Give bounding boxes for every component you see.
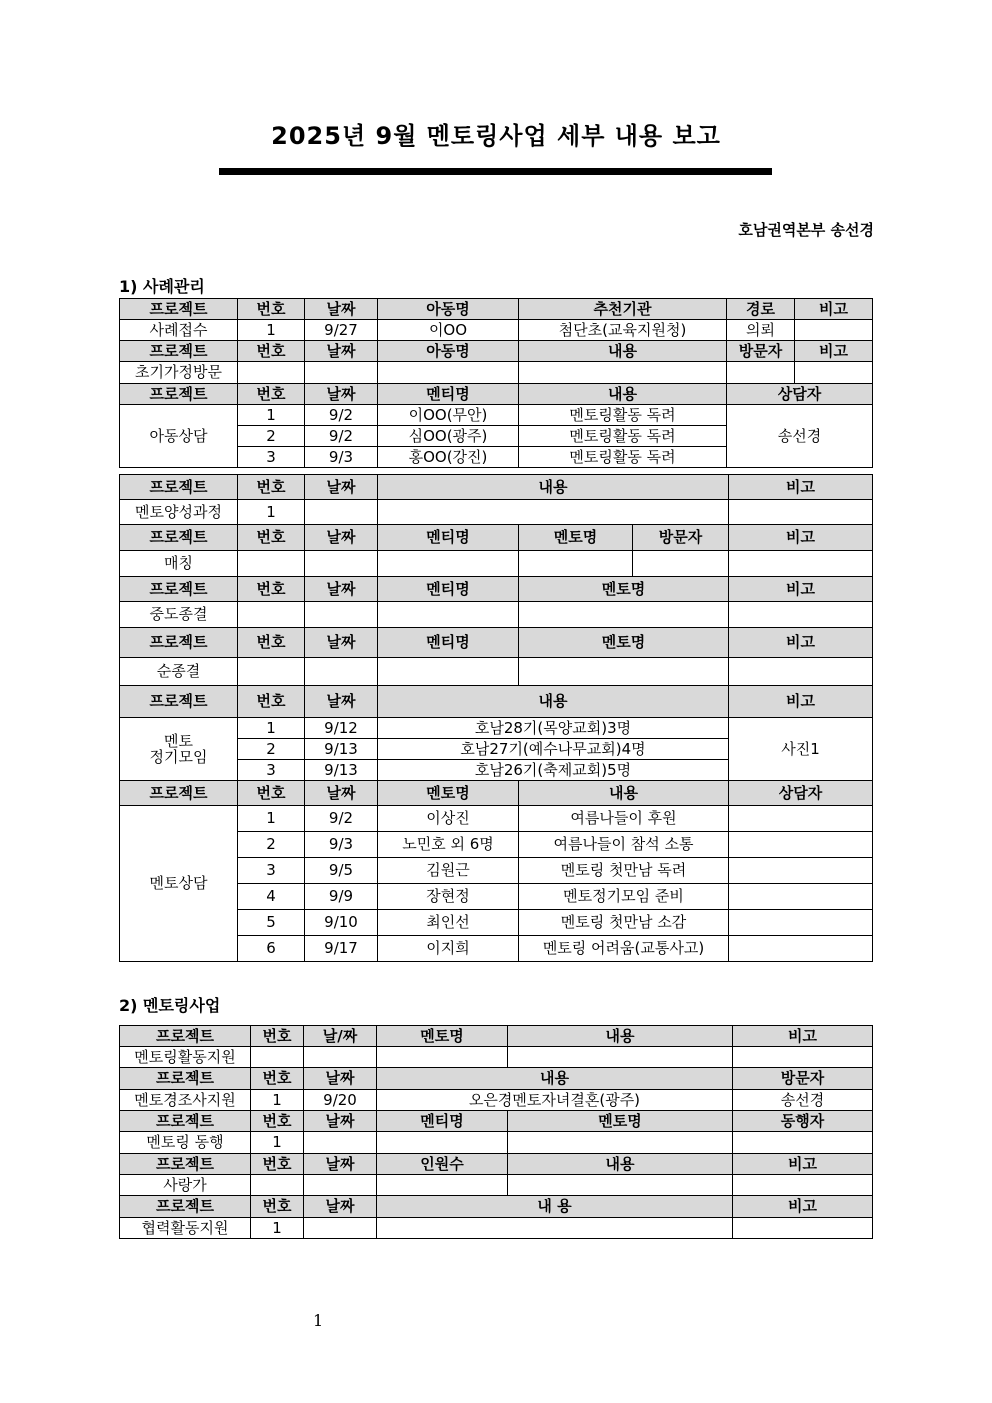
cell: 호남26기(축제교회)5명 bbox=[378, 760, 729, 781]
cell bbox=[508, 1132, 733, 1154]
header-cell: 프로젝트 bbox=[120, 475, 238, 500]
table-row bbox=[120, 500, 873, 525]
header-cell: 인원수 bbox=[377, 1154, 508, 1175]
cell: 의뢰 bbox=[727, 320, 795, 341]
cell bbox=[733, 1175, 873, 1196]
cell: 멘토링 어려움(교통사고) bbox=[519, 936, 729, 962]
cell: 멘토정기모임 준비 bbox=[519, 884, 729, 910]
meeting-header-row bbox=[120, 686, 873, 718]
cell: 심OO(광주) bbox=[378, 426, 519, 447]
cell bbox=[729, 500, 873, 525]
cell: 사랑가 bbox=[120, 1175, 251, 1196]
cell: 순종결 bbox=[120, 658, 238, 686]
cell bbox=[378, 500, 729, 525]
case-management-table-a bbox=[119, 298, 873, 468]
header-cell: 날짜 bbox=[305, 475, 378, 500]
header-cell: 멘토명 bbox=[519, 525, 633, 551]
cell: 호남27기(예수나무교회)4명 bbox=[378, 739, 729, 760]
header-cell: 멘토명 bbox=[377, 1026, 508, 1047]
cell: 이OO(무안) bbox=[378, 405, 519, 426]
cell bbox=[304, 1132, 377, 1154]
cell: 멘토링 동행 bbox=[120, 1132, 251, 1154]
cell bbox=[377, 1132, 508, 1154]
cell bbox=[304, 1175, 377, 1196]
header-cell: 프로젝트 bbox=[120, 1068, 251, 1090]
table-row bbox=[120, 320, 873, 341]
header-cell: 번호 bbox=[238, 299, 305, 320]
header-cell: 번호 bbox=[251, 1068, 304, 1090]
header-cell: 방문자 bbox=[733, 1068, 873, 1090]
header-cell: 내용 bbox=[519, 384, 727, 405]
header-cell: 프로젝트 bbox=[120, 628, 238, 658]
header-cell: 날짜 bbox=[305, 299, 378, 320]
cell bbox=[733, 1218, 873, 1239]
header-cell: 비고 bbox=[729, 475, 873, 500]
header-cell: 날짜 bbox=[304, 1196, 377, 1218]
cell bbox=[377, 1047, 508, 1068]
header-cell: 멘토명 bbox=[378, 781, 519, 806]
cell bbox=[508, 1047, 733, 1068]
cell bbox=[729, 602, 873, 628]
header-cell: 날짜 bbox=[304, 1111, 377, 1132]
cell: 멘토링활동 독려 bbox=[519, 447, 727, 468]
header-cell: 비고 bbox=[795, 299, 873, 320]
cell bbox=[729, 858, 873, 884]
cell: 이지희 bbox=[378, 936, 519, 962]
cell: 9/20 bbox=[304, 1090, 377, 1111]
midterm-header-row bbox=[120, 577, 873, 602]
cell: 9/10 bbox=[305, 910, 378, 936]
cell bbox=[305, 602, 378, 628]
header-cell: 내용 bbox=[508, 1026, 733, 1047]
cell: 멘토링 첫만남 소감 bbox=[519, 910, 729, 936]
header-cell: 비고 bbox=[733, 1026, 873, 1047]
header-cell: 날짜 bbox=[305, 781, 378, 806]
header-cell: 멘티명 bbox=[378, 577, 519, 602]
cell: 중도종결 bbox=[120, 602, 238, 628]
header-cell: 내용 bbox=[519, 781, 729, 806]
header-cell: 번호 bbox=[238, 781, 305, 806]
cell: 노민호 외 6명 bbox=[378, 832, 519, 858]
section-1-heading: 1) 사례관리 bbox=[119, 277, 205, 296]
cell bbox=[519, 551, 633, 577]
cell: 1 bbox=[238, 718, 305, 739]
header-cell: 내용 bbox=[519, 341, 727, 362]
header-cell: 프로젝트 bbox=[120, 577, 238, 602]
header-cell: 프로젝트 bbox=[120, 1154, 251, 1175]
author: 호남권역본부 송선경 bbox=[738, 221, 874, 239]
cell: 멘토경조사지원 bbox=[120, 1090, 251, 1111]
header-cell: 날짜 bbox=[304, 1068, 377, 1090]
header-cell: 멘토명 bbox=[519, 628, 729, 658]
page-number: 1 bbox=[313, 1311, 324, 1330]
header-cell: 번호 bbox=[251, 1196, 304, 1218]
header-cell: 날짜 bbox=[305, 628, 378, 658]
header-cell: 아동명 bbox=[378, 341, 519, 362]
header-cell: 추천기관 bbox=[519, 299, 727, 320]
cell bbox=[733, 1047, 873, 1068]
header-cell: 날짜 bbox=[305, 525, 378, 551]
header-cell: 번호 bbox=[238, 628, 305, 658]
cell bbox=[238, 658, 305, 686]
cell bbox=[377, 1175, 508, 1196]
header-cell: 상담자 bbox=[729, 781, 873, 806]
header-cell: 멘토명 bbox=[519, 577, 729, 602]
cell bbox=[795, 320, 873, 341]
cell: 호남28기(목양교회)3명 bbox=[378, 718, 729, 739]
cell: 3 bbox=[238, 858, 305, 884]
header-cell: 비고 bbox=[729, 525, 873, 551]
cell: 멘토링 첫만남 독려 bbox=[519, 858, 729, 884]
cell: 3 bbox=[238, 447, 305, 468]
cell bbox=[304, 1047, 377, 1068]
header-cell: 내용 bbox=[378, 686, 729, 718]
header-cell: 날/짜 bbox=[304, 1026, 377, 1047]
cell bbox=[729, 936, 873, 962]
header-cell: 멘티명 bbox=[378, 384, 519, 405]
header-cell: 아동명 bbox=[378, 299, 519, 320]
header-cell: 프로젝트 bbox=[120, 781, 238, 806]
table-row bbox=[120, 658, 873, 686]
meeting-label-line: 정기모임 bbox=[149, 748, 208, 766]
table-row bbox=[120, 1218, 873, 1239]
header-cell: 비고 bbox=[729, 628, 873, 658]
header-cell: 프로젝트 bbox=[120, 686, 238, 718]
table-row bbox=[120, 551, 873, 577]
accompany-header-row bbox=[120, 1111, 873, 1132]
completion-header-row bbox=[120, 628, 873, 658]
header-cell: 내용 bbox=[377, 1068, 733, 1090]
header-cell: 프로젝트 bbox=[120, 1026, 251, 1047]
page-title: 2025년 9월 멘토링사업 세부 내용 보고 bbox=[271, 122, 721, 150]
cell: 초기가정방문 bbox=[120, 362, 238, 384]
cell: 송선경 bbox=[733, 1090, 873, 1111]
cell: 여름나들이 후원 bbox=[519, 806, 729, 832]
header-cell: 번호 bbox=[251, 1026, 304, 1047]
cell: 2 bbox=[238, 832, 305, 858]
cell bbox=[378, 551, 519, 577]
cell bbox=[519, 658, 729, 686]
cell bbox=[120, 718, 238, 781]
cell: 여름나들이 참석 소통 bbox=[519, 832, 729, 858]
title-underline bbox=[219, 168, 772, 175]
cell: 1 bbox=[238, 320, 305, 341]
cell: 6 bbox=[238, 936, 305, 962]
header-cell: 날짜 bbox=[305, 577, 378, 602]
love-header-row bbox=[120, 1154, 873, 1175]
header-cell: 번호 bbox=[251, 1111, 304, 1132]
cell bbox=[305, 658, 378, 686]
header-cell: 프로젝트 bbox=[120, 525, 238, 551]
table-row bbox=[120, 362, 873, 384]
mentoring-business-table bbox=[119, 1025, 873, 1239]
header-cell: 비고 bbox=[795, 341, 873, 362]
cell: 9/9 bbox=[305, 884, 378, 910]
header-cell: 날짜 bbox=[304, 1154, 377, 1175]
cell: 멘토양성과정 bbox=[120, 500, 238, 525]
cell: 오은경멘토자녀결혼(광주) bbox=[377, 1090, 733, 1111]
cell: 멘토상담 bbox=[120, 806, 238, 962]
header-cell: 프로젝트 bbox=[120, 341, 238, 362]
table-row bbox=[120, 405, 873, 426]
header-cell: 멘티명 bbox=[377, 1111, 508, 1132]
cell: 9/3 bbox=[305, 447, 378, 468]
header-cell: 멘토명 bbox=[508, 1111, 733, 1132]
case-management-table-b bbox=[119, 474, 873, 962]
activity-header-row bbox=[120, 1026, 873, 1047]
cell: 9/2 bbox=[305, 426, 378, 447]
cell: 이상진 bbox=[378, 806, 519, 832]
cell bbox=[729, 551, 873, 577]
training-header-row bbox=[120, 475, 873, 500]
cell: 9/17 bbox=[305, 936, 378, 962]
cell: 아동상담 bbox=[120, 405, 238, 468]
cooperation-header-row bbox=[120, 1196, 873, 1218]
condolence-header-row bbox=[120, 1068, 873, 1090]
header-cell: 멘티명 bbox=[378, 628, 519, 658]
cell bbox=[305, 500, 378, 525]
header-cell: 멘티명 bbox=[378, 525, 519, 551]
cell: 멘토링활동 독려 bbox=[519, 426, 727, 447]
header-cell: 경로 bbox=[727, 299, 795, 320]
cell bbox=[304, 1218, 377, 1239]
cell bbox=[238, 551, 305, 577]
header-cell: 날짜 bbox=[305, 341, 378, 362]
header-cell: 내용 bbox=[378, 475, 729, 500]
header-cell: 날짜 bbox=[305, 686, 378, 718]
table-row bbox=[120, 718, 873, 739]
header-cell: 번호 bbox=[238, 577, 305, 602]
cell: 협력활동지원 bbox=[120, 1218, 251, 1239]
header-cell: 방문자 bbox=[727, 341, 795, 362]
header-cell: 프로젝트 bbox=[120, 299, 238, 320]
cell: 9/13 bbox=[305, 739, 378, 760]
intake-header-row bbox=[120, 299, 873, 320]
table-row bbox=[120, 806, 873, 832]
cell: 9/5 bbox=[305, 858, 378, 884]
header-cell: 번호 bbox=[238, 475, 305, 500]
cell bbox=[729, 884, 873, 910]
cell bbox=[508, 1175, 733, 1196]
cell bbox=[378, 658, 519, 686]
header-cell: 번호 bbox=[238, 384, 305, 405]
header-cell: 비고 bbox=[733, 1196, 873, 1218]
mentor-counsel-header-row bbox=[120, 781, 873, 806]
table-row bbox=[120, 1047, 873, 1068]
cell: 사례접수 bbox=[120, 320, 238, 341]
cell bbox=[238, 602, 305, 628]
header-cell: 내 용 bbox=[377, 1196, 733, 1218]
cell: 1 bbox=[251, 1090, 304, 1111]
header-cell: 프로젝트 bbox=[120, 384, 238, 405]
cell bbox=[378, 602, 519, 628]
cell: 장현정 bbox=[378, 884, 519, 910]
cell: 사진1 bbox=[729, 718, 873, 781]
header-cell: 비고 bbox=[729, 686, 873, 718]
header-cell: 내용 bbox=[508, 1154, 733, 1175]
cell: 1 bbox=[238, 500, 305, 525]
cell bbox=[519, 362, 727, 384]
cell bbox=[305, 551, 378, 577]
cell: 첨단초(교육지원청) bbox=[519, 320, 727, 341]
cell bbox=[251, 1047, 304, 1068]
cell: 이OO bbox=[378, 320, 519, 341]
header-cell: 프로젝트 bbox=[120, 1111, 251, 1132]
cell bbox=[305, 362, 378, 384]
cell: 5 bbox=[238, 910, 305, 936]
cell bbox=[729, 910, 873, 936]
cell: 송선경 bbox=[727, 405, 873, 468]
matching-header-row bbox=[120, 525, 873, 551]
header-cell: 번호 bbox=[251, 1154, 304, 1175]
header-cell: 날짜 bbox=[305, 384, 378, 405]
cell bbox=[729, 658, 873, 686]
cell: 1 bbox=[238, 806, 305, 832]
cell bbox=[733, 1132, 873, 1154]
cell: 9/3 bbox=[305, 832, 378, 858]
table-row bbox=[120, 1132, 873, 1154]
meeting-label-line: 멘토 bbox=[164, 731, 193, 750]
cell: 1 bbox=[251, 1132, 304, 1154]
cell bbox=[727, 362, 795, 384]
child-counsel-header-row bbox=[120, 384, 873, 405]
table-row bbox=[120, 1175, 873, 1196]
table-row bbox=[120, 1090, 873, 1111]
header-cell: 비고 bbox=[729, 577, 873, 602]
cell bbox=[251, 1175, 304, 1196]
cell: 9/13 bbox=[305, 760, 378, 781]
cell: 최인선 bbox=[378, 910, 519, 936]
cell bbox=[795, 362, 873, 384]
cell: 매칭 bbox=[120, 551, 238, 577]
cell: 1 bbox=[251, 1218, 304, 1239]
header-cell: 번호 bbox=[238, 525, 305, 551]
header-cell: 프로젝트 bbox=[120, 1196, 251, 1218]
cell: 2 bbox=[238, 426, 305, 447]
header-cell: 동행자 bbox=[733, 1111, 873, 1132]
section-2-heading: 2) 멘토링사업 bbox=[119, 996, 221, 1015]
header-cell: 방문자 bbox=[633, 525, 729, 551]
cell bbox=[729, 832, 873, 858]
cell: 3 bbox=[238, 760, 305, 781]
header-cell: 상담자 bbox=[727, 384, 873, 405]
cell bbox=[519, 602, 729, 628]
cell: 1 bbox=[238, 405, 305, 426]
cell: 멘토링활동지원 bbox=[120, 1047, 251, 1068]
cell: 멘토링활동 독려 bbox=[519, 405, 727, 426]
header-cell: 비고 bbox=[733, 1154, 873, 1175]
cell bbox=[378, 362, 519, 384]
home-visit-header-row bbox=[120, 341, 873, 362]
cell: 9/2 bbox=[305, 806, 378, 832]
header-cell: 번호 bbox=[238, 341, 305, 362]
cell: 홍OO(강진) bbox=[378, 447, 519, 468]
cell: 9/27 bbox=[305, 320, 378, 341]
cell: 김원근 bbox=[378, 858, 519, 884]
cell: 9/2 bbox=[305, 405, 378, 426]
table-row bbox=[120, 602, 873, 628]
cell bbox=[729, 806, 873, 832]
cell: 4 bbox=[238, 884, 305, 910]
cell: 2 bbox=[238, 739, 305, 760]
cell bbox=[633, 551, 729, 577]
cell: 9/12 bbox=[305, 718, 378, 739]
cell bbox=[238, 362, 305, 384]
header-cell: 번호 bbox=[238, 686, 305, 718]
cell bbox=[377, 1218, 733, 1239]
